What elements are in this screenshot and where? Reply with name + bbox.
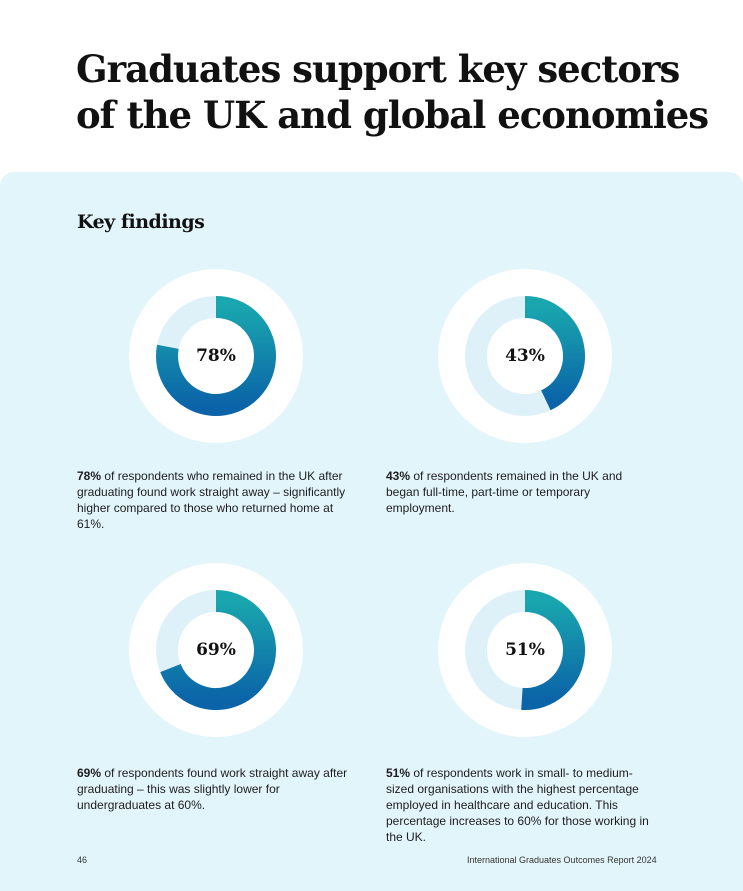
finding-2-text: [386, 468, 658, 516]
donut-chart-3: [128, 562, 304, 738]
donut-3-label: 69%: [196, 640, 236, 660]
finding-3-highlight: 69%: [77, 766, 102, 780]
finding-4-highlight: 51%: [386, 766, 411, 780]
page-title: Graduates support key sectors of the UK and global economies: [76, 47, 709, 137]
finding-3-text: [77, 765, 349, 813]
finding-1-description: of respondents who remained in the UK after graduating found work straight away – significantly higher compared to those who returned home at 61%.: [77, 469, 346, 531]
finding-2-highlight: 43%: [386, 469, 411, 483]
donut-1-label: 78%: [196, 346, 236, 366]
page-number: 46: [77, 855, 88, 865]
finding-1-highlight: 78%: [77, 469, 102, 483]
section-subtitle: Key findings: [77, 211, 205, 233]
finding-4-text: [386, 765, 658, 845]
report-name: International Graduates Outcomes Report 2024: [467, 855, 657, 865]
finding-2-description: of respondents remained in the UK and began full-time, part-time or temporary employment.: [386, 469, 623, 515]
donut-2-label: 43%: [505, 346, 545, 366]
donut-chart-2: [437, 268, 613, 444]
finding-1-text: [77, 468, 349, 532]
finding-4-description: of respondents work in small- to medium-sized organisations with the highest percentage employed in healthcare and education. This percentage increases to 60% for those working in the UK.: [386, 766, 649, 844]
donut-chart-1: [128, 268, 304, 444]
finding-3-description: of respondents found work straight away after graduating – this was slightly lower for undergraduates at 60%.: [77, 766, 348, 812]
title-area: [0, 0, 743, 172]
donut-4-label: 51%: [505, 640, 545, 660]
donut-chart-4: [437, 562, 613, 738]
